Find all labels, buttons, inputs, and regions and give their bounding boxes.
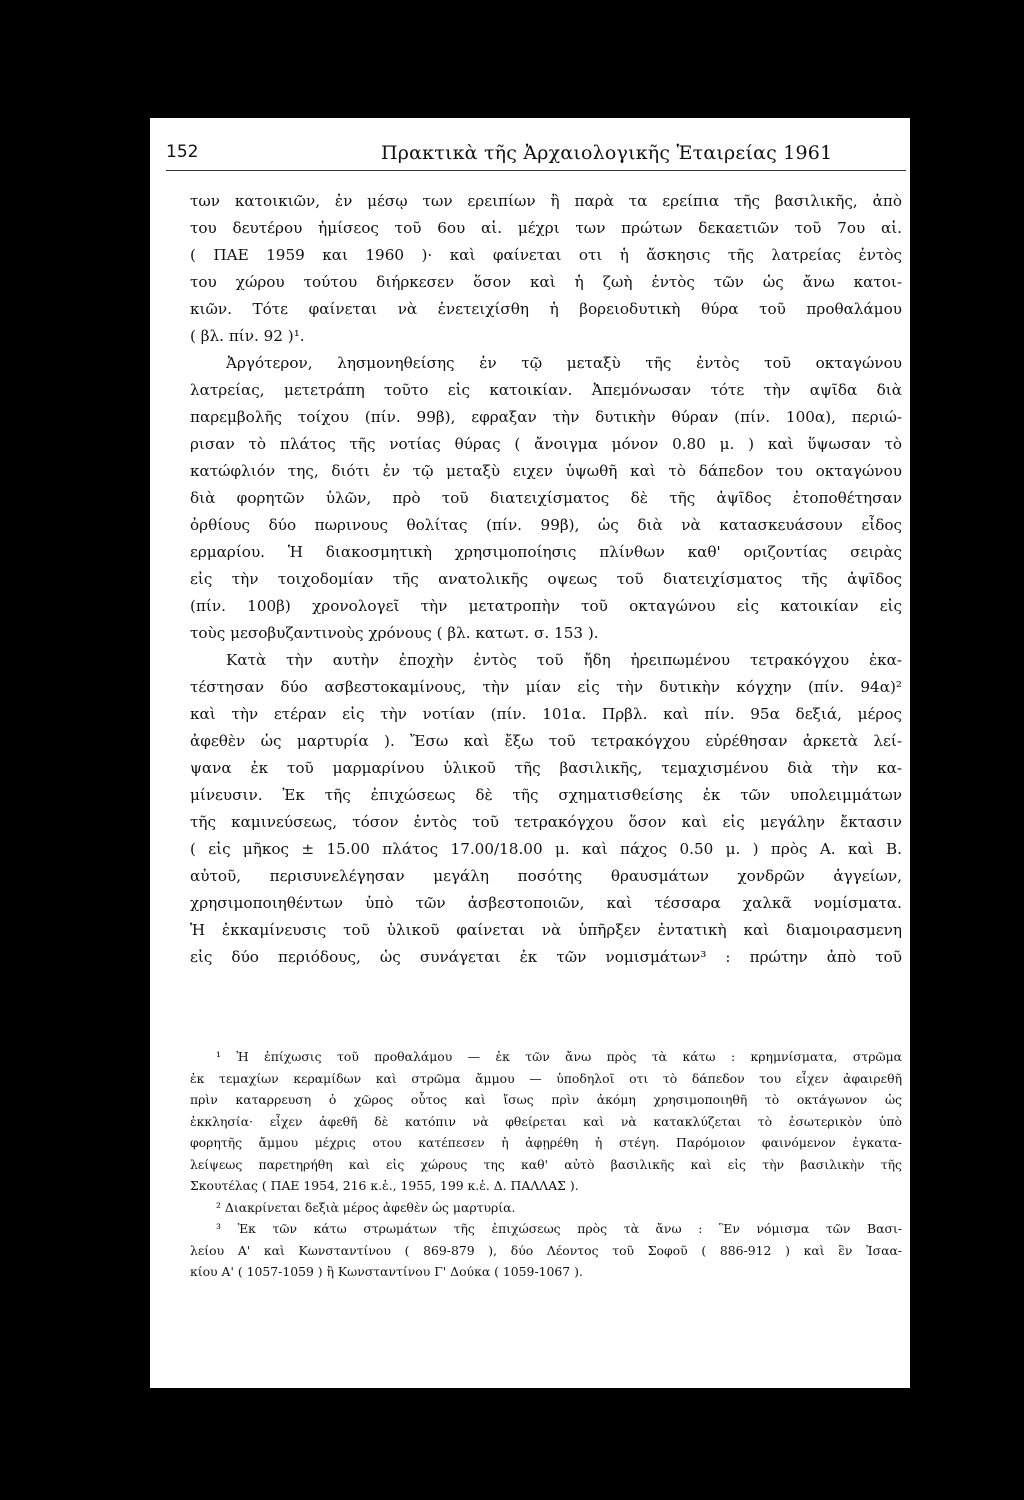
body-line: ρισαν τὸ πλάτος τῆς νοτίας θύρας ( ἄνοιγμα μόνον 0.80 μ. ) καὶ ὕψωσαν τὸ bbox=[190, 435, 902, 453]
running-header bbox=[166, 142, 906, 172]
body-line: τέστησαν δύο ασβεστοκαμίνους, τὴν μίαν εἰς τὴν δυτικὴν κόγχην (πίν. 94α)² bbox=[190, 678, 902, 696]
footnote-line: ἐκκλησία· εἶχεν ἀφεθῆ δὲ κατόπιν νὰ φθείρεται καὶ νὰ κατακλύζεται τὸ ἐσωτερικὸν ὑπὸ bbox=[190, 1113, 902, 1129]
body-line: λατρείας, μετετράπη τοῦτο εἰς κατοικίαν. Ἀπεμόνωσαν τότε τὴν αψῖδα διὰ bbox=[190, 381, 902, 399]
body-line: Κατὰ τὴν αυτὴν ἐποχὴν ἐντὸς τοῦ ἤδη ἠρειπωμένου τετρακόγχου ἐκα- bbox=[226, 651, 902, 669]
body-line: (πίν. 100β) χρονολογεῖ τὴν μετατροπὴν τοῦ οκταγώνου εἰς κατοικίαν εἰς bbox=[190, 597, 902, 615]
body-line: καὶ τὴν ετέραν εἰς τὴν νοτίαν (πίν. 101α. Πρβλ. καὶ πίν. 95α δεξιά, μέρος bbox=[190, 705, 902, 723]
body-line: εἰς τὴν τοιχοδομίαν τῆς ανατολικῆς οψεως τοῦ διατειχίσματος τῆς ἀψῖδος bbox=[190, 570, 902, 588]
body-line: κατώφλιόν της, διότι ἐν τῷ μεταξὺ ειχεν ὑψωθῆ καὶ τὸ δάπεδον του οκταγώνου bbox=[190, 462, 902, 480]
page-number: 152 bbox=[166, 142, 199, 162]
footnote-line: ² Διακρίνεται δεξιὰ μέρος ἀφεθὲν ὡς μαρτυρία. bbox=[216, 1199, 516, 1215]
header-rule bbox=[166, 170, 906, 171]
body-line: εἰς δύο περιόδους, ὡς συνάγεται ἐκ τῶν νομισμάτων³ : πρώτην ἀπὸ τοῦ bbox=[190, 948, 902, 966]
footnote-line: πρὶν καταρρευση ὁ χῶρος οὗτος καὶ ἴσως πρὶν ἀκόμη χρησιμοποιηθῆ τὸ οκτάγωνον ὡς bbox=[190, 1092, 902, 1107]
body-line: ερμαρίου. Ἡ διακοσμητικὴ χρησιμοποίησις πλίνθων καθ' οριζοντίας σειρὰς bbox=[190, 543, 902, 561]
body-line: Ἡ ἐκκαμίνευσις τοῦ ὑλικοῦ φαίνεται νὰ ὑπῆρξεν ἐντατικὴ καὶ διαμοιρασμενη bbox=[190, 921, 902, 939]
body-line: του χώρου τούτου διήρκεσεν ὅσον καὶ ἡ ζωὴ ἐντὸς τῶν ὡς ἄνω κατοι- bbox=[190, 273, 902, 291]
body-line: τοὺς μεσοβυζαντινοὺς χρόνους ( βλ. κατωτ. σ. 153 ). bbox=[190, 624, 599, 642]
footnote-line: λείου Α' καὶ Κωνσταντίνου ( 869-879 ), δύο Λέοντος τοῦ Σοφοῦ ( 886-912 ) καὶ ἓν Ἰσαα- bbox=[190, 1242, 902, 1258]
body-line: ἀφεθὲν ὡς μαρτυρία ). Ἔσω καὶ ἔξω τοῦ τετρακόγχου εὑρέθησαν ἀρκετὰ λεί- bbox=[190, 732, 902, 750]
footnote-line: ³ Ἐκ τῶν κάτω στρωμάτων τῆς ἐπιχώσεως πρὸς τὰ ἄνω : Ἓν νόμισμα τῶν Βασι- bbox=[216, 1221, 902, 1236]
footnote-line: ¹ Ἡ ἐπίχωσις τοῦ προθαλάμου — ἐκ τῶν ἄνω πρὸς τὰ κάτω : κρημνίσματα, στρῶμα bbox=[216, 1049, 902, 1064]
body-line: παρεμβολῆς τοίχου (πίν. 99β), εφραξαν τὴν δυτικὴν θύραν (πίν. 100α), περιώ- bbox=[190, 408, 902, 426]
footnote-line: λείψεως παρετηρήθη καὶ εἰς χώρους της καθ' αὐτὸ βασιλικῆς καὶ εἰς τὴν βασιλικὴν τῆς bbox=[190, 1156, 902, 1172]
body-line: μίνευσιν. Ἐκ τῆς ἐπιχώσεως δὲ τῆς σχηματισθείσης ἐκ τῶν υπολειμμάτων bbox=[190, 786, 902, 804]
body-line: τῆς καμινεύσεως, τόσον ἐντὸς τοῦ τετρακόγχου ὅσον καὶ εἰς μεγάλην ἔκτασιν bbox=[190, 813, 902, 831]
body-line: διὰ φορητῶν ὑλῶν, πρὸ τοῦ διατειχίσματος δὲ τῆς ἀψῖδος ἐτοποθέτησαν bbox=[190, 489, 902, 507]
footnotes bbox=[190, 1046, 902, 1283]
body-line: κιῶν. Τότε φαίνεται νὰ ἐνετειχίσθη ἡ βορειοδυτικὴ θύρα τοῦ προθαλάμου bbox=[190, 300, 902, 318]
footnote-line: Σκουτέλας ( ΠΑΕ 1954, 216 κ.ἑ., 1955, 199 κ.ἑ. Δ. ΠΑΛΛΑΣ ). bbox=[190, 1178, 579, 1193]
running-title: Πρακτικὰ τῆς Ἀρχαιολογικῆς Ἑταιρείας 1961 bbox=[381, 142, 833, 164]
body-line: των κατοικιῶν, ἐν μέσῳ των ερειπίων ἢ παρὰ τα ερείπια τῆς βασιλικῆς, ἀπὸ bbox=[190, 192, 902, 210]
footnote-line: φορητῆς ἄμμου μέχρις οτου κατέπεσεν ἡ ἀφῃρέθη ἡ στέγη. Παρόμοιον φαινόμενον ἐγκατα- bbox=[190, 1135, 902, 1150]
body-line: Ἀργότερον, λησμονηθείσης ἐν τῷ μεταξὺ τῆς ἐντὸς τοῦ οκταγώνου bbox=[226, 354, 902, 372]
footnote-line: ἐκ τεμαχίων κεραμίδων καὶ στρῶμα ἄμμου — ὑποδηλοῖ οτι τὸ δάπεδον του εἶχεν ἀφαιρεθῆ bbox=[190, 1070, 902, 1086]
body-line: χρησιμοποιηθέντων ὑπὸ τῶν ἀσβεστοποιῶν, καὶ τέσσαρα χαλκᾶ νομίσματα. bbox=[190, 894, 902, 912]
body-line: ( ΠΑΕ 1959 και 1960 )· καὶ φαίνεται οτι ἡ ἄσκησις τῆς λατρείας ἐντὸς bbox=[190, 246, 902, 264]
body-line: αὐτοῦ, περισυνελέγησαν μεγάλη ποσότης θραυσμάτων χονδρῶν ἀγγείων, bbox=[190, 867, 902, 885]
body-line: ( βλ. πίν. 92 )¹. bbox=[190, 327, 305, 345]
body-line: ( εἰς μῆκος ± 15.00 πλάτος 17.00/18.00 μ. καὶ πάχος 0.50 μ. ) πρὸς Α. καὶ Β. bbox=[190, 840, 902, 858]
body-text bbox=[190, 188, 902, 971]
body-line: ψανα ἐκ τοῦ μαρμαρίνου ὑλικοῦ τῆς βασιλικῆς, τεμαχισμένου διὰ τὴν κα- bbox=[190, 759, 902, 777]
body-line: του δευτέρου ἡμίσεος τοῦ 6ου αἱ. μέχρι των πρώτων δεκαετιῶν τοῦ 7ου αἱ. bbox=[190, 219, 902, 237]
body-line: ὀρθίους δύο πωρινους θολίτας (πίν. 99β), ὡς διὰ νὰ κατασκευάσουν εἶδος bbox=[190, 516, 902, 534]
footnote-line: κίου Α' ( 1057-1059 ) ἢ Κωνσταντίνου Γ' Δούκα ( 1059-1067 ). bbox=[190, 1264, 583, 1279]
